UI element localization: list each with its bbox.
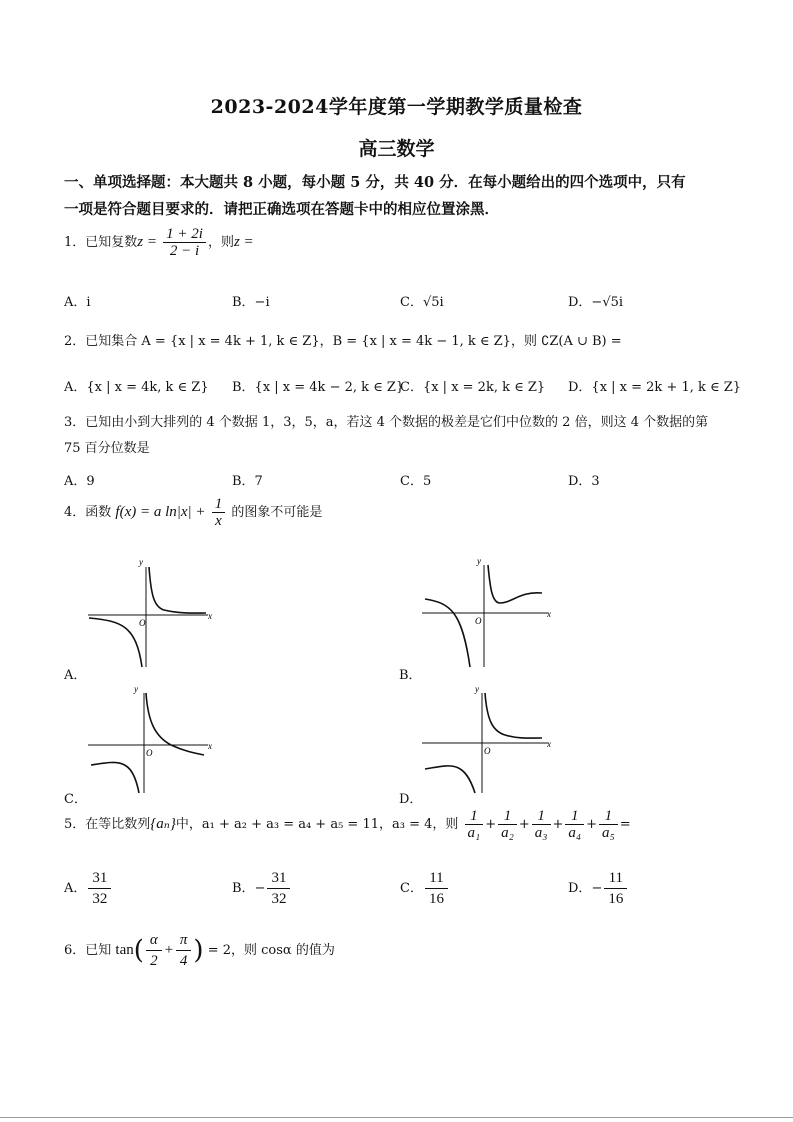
q4-prefix: 4．函数 [64, 505, 112, 520]
curve-right [488, 565, 542, 603]
q6-suffix: = 2，则 cosα 的值为 [207, 943, 335, 958]
x-label: x [547, 609, 551, 619]
y-label: y [134, 684, 138, 694]
q6-pi: π [176, 930, 192, 951]
origin-label: O [139, 618, 146, 628]
curve-right [485, 693, 542, 738]
q5-option-d: D．− $\frac{11}{16}$ [568, 868, 629, 909]
q5-option-b: B．− $\frac{31}{32}$ [232, 868, 292, 909]
question-1 [64, 226, 744, 259]
curve-left [425, 599, 470, 667]
origin-label: O [146, 748, 153, 758]
section-instructions-line1: 一、单项选择题：本大题共 8 小题，每小题 5 分，共 40 分．在每小题给出的四个选项中，只有 [64, 174, 686, 191]
q4-suffix: 的图象不可能是 [231, 505, 323, 520]
q4-graph-d [420, 683, 555, 795]
q4-denominator: x [215, 513, 222, 529]
q2-option-d: D．{x | x = 2k + 1, k ∈ Z} [568, 380, 742, 395]
q1-option-a: A．i [64, 295, 91, 310]
q4-label-a: A． [64, 668, 87, 683]
q5-term-2: $\frac{1}{\text{a₂}}$ [498, 808, 517, 841]
q5-term-3: $\frac{1}{\text{a₃}}$ [532, 808, 551, 841]
y-label: y [477, 556, 481, 566]
q6-tan: tan [115, 942, 134, 958]
q1-numerator: 1 + 2i [163, 226, 206, 243]
curve-left [425, 766, 475, 793]
origin-label: O [484, 746, 491, 756]
q6-alpha: α [146, 930, 162, 951]
curve-left [89, 618, 142, 667]
curve-right [146, 693, 204, 755]
q5-equals: = [619, 817, 631, 832]
q2-option-a: A．{x | x = 4k, k ∈ Z} [64, 380, 209, 395]
q1-var: z = [137, 234, 157, 250]
q3-option-b: B．7 [232, 474, 263, 489]
page-title: 2023-2024学年度第一学期教学质量检查 [210, 96, 583, 118]
q5-condition: 中，a₁ + a₂ + a₃ = a₄ + a₅ = 11，a₃ = 4，则 [175, 817, 459, 832]
q5-option-c: C． $\frac{11}{16}$ [400, 868, 450, 909]
question-4 [64, 496, 744, 529]
q5-option-a: A． $\frac{31}{32}$ [64, 868, 113, 909]
q4-graph-c [86, 683, 216, 795]
page-subtitle: 高三数学 [358, 138, 435, 160]
q5-prefix: 5．在等比数列 [64, 817, 151, 832]
x-label: x [208, 741, 212, 751]
q5-term-4: $\frac{1}{\text{a₄}}$ [565, 808, 584, 841]
question-2: 2．已知集合 A = {x | x = 4k + 1, k ∈ Z}，B = {x | x = 4k − 1, k ∈ Z}，则 ∁Z(A ∪ B) = [64, 334, 622, 349]
q5-sequence: {aₙ} [150, 816, 176, 832]
q4-label-c: C． [64, 792, 87, 807]
q1-option-d: D．−√5i [568, 295, 624, 310]
x-label: x [547, 739, 551, 749]
question-3-line2: 75 百分位数是 [64, 441, 150, 456]
q4-formula: f(x) = a ln|x| + [115, 504, 206, 520]
y-label: y [475, 684, 479, 694]
question-6: 6．已知 tan( $\frac{\alpha}{2}$ + $\frac{\pi}{4}$ ) = 2，则 cosα 的值为 [64, 932, 335, 969]
q1-prefix: 1．已知复数 [64, 235, 138, 250]
q1-suffix: ，则 [207, 235, 234, 250]
origin-label: O [475, 616, 482, 626]
q1-fraction [163, 226, 206, 259]
q4-graph-b [420, 555, 555, 670]
q4-numerator: 1 [212, 496, 226, 513]
y-label: y [139, 557, 143, 567]
q1-option-c: C．√5i [400, 295, 444, 310]
q1-suffix-var: z = [233, 234, 254, 250]
section-instructions-line2: 一项是符合题目要求的．请把正确选项在答题卡中的相应位置涂黑． [64, 201, 499, 218]
question-3-line1: 3．已知由小到大排列的 4 个数据 1，3，5，a，若这 4 个数据的极差是它们中位数的 2 倍，则这 4 个数据的第 [64, 415, 709, 430]
page-bottom-divider [0, 1117, 793, 1118]
q4-label-d: D． [399, 792, 423, 807]
question-5: 5．在等比数列{aₙ}中，a₁ + a₂ + a₃ = a₄ + a₅ = 11，a₃ = 4，则 $\frac{1}{\text{a₁}}$ + $\frac{1}{\text{a₂}}$ + $\frac{1}{\text{a₃}}$ + $\frac{1}{\text{a₄}}$ + $\frac{1}{\text{a₅}}$ = [64, 808, 631, 841]
q1-denominator: 2 − i [169, 243, 200, 259]
q3-option-c: C．5 [400, 474, 432, 489]
q6-prefix: 6．已知 [64, 943, 112, 958]
q2-option-b: B．{x | x = 4k − 2, k ∈ Z} [232, 380, 405, 395]
q1-option-b: B．−i [232, 295, 270, 310]
q4-graph-a [86, 555, 216, 670]
curve-left [91, 762, 139, 793]
q4-fraction [212, 496, 226, 529]
q5-term-5: $\frac{1}{\text{a₅}}$ [599, 808, 618, 841]
q4-label-b: B． [399, 668, 422, 683]
q2-option-c: C．{x | x = 2k, k ∈ Z} [400, 380, 546, 395]
q3-option-a: A．9 [64, 474, 95, 489]
x-label: x [208, 611, 212, 621]
curve-right [149, 567, 206, 613]
q5-term-1: $\frac{1}{\text{a₁}}$ [465, 808, 484, 841]
q3-option-d: D．3 [568, 474, 600, 489]
